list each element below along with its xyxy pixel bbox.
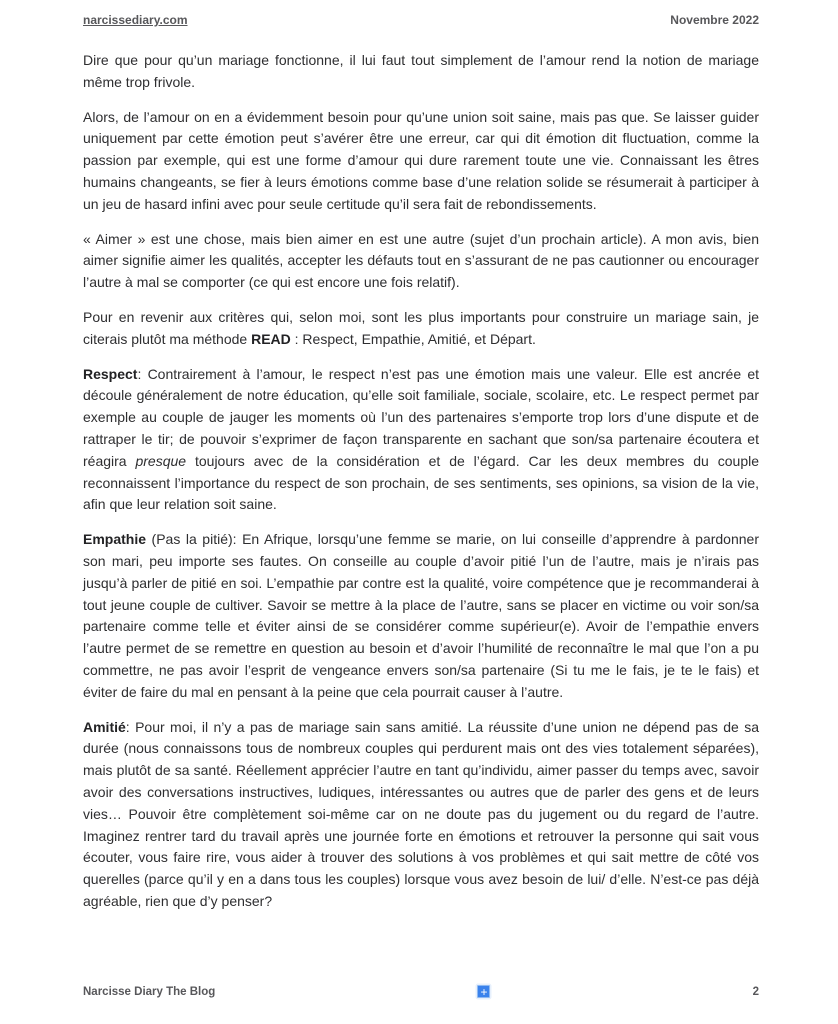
paragraph-text: Alors, de l’amour on en a évidemment besoin pour qu’une union soit saine, mais pas que. Se laisser guider uniquement par cette émotion peut s’avérer être une erreur, car qui dit émotion dit fluctuation, comme la passion par exemple, qui est une forme d’amour qui dure rarement toute une vie. Connaissant les êtres humains changeants, se fier à leurs émotions comme base d’une relation solide se résumerait à participer à un jeu de hasard infini avec pour seule certitude qu’il sera fait de rebondissements. (83, 108, 759, 212)
paragraph-text: : Respect, Empathie, Amitié, et Départ. (290, 330, 536, 347)
presque-emphasis: presque (135, 452, 187, 469)
paragraph-text: (Pas la pitié): En Afrique, lorsqu’une femme se marie, on lui conseille d’apprendre à pardonner son mari, peu importe ses fautes. On conseille au couple d’avoir pitié l’un de l’autre, mais je n’irais pas jusqu’à parler de pitié en soi. L’empathie par contre est la qualité, voire compétence que je recommanderai à tout jeune couple de cultiver. Savoir se mettre à la place de l’autre, sans se placer en victime ou voir son/sa partenaire comme telle et éviter ainsi de se considérer comme supérieur(e). Avoir de l’empathie envers l’autre permet de se remettre en question au besoin et d’avoir l’humilité de reconnaître le mal que l’on a pu commettre, ne pas avoir l’esprit de vengeance envers son/sa partenaire (Si tu me le fais, je te le fais) et éviter de faire du mal en pensant à la peine que cela pourrait causer à l’autre. (83, 531, 759, 700)
paragraph-text: toujours avec de la considération et de l’égard. Car les deux membres du couple reconnaissent l’importance du respect de son prochain, de ses sentiments, ses opinions, sa vision de la vie, afin que leur relation soit saine. (83, 452, 759, 513)
article-body (83, 50, 759, 926)
paragraph-text: Dire que pour qu’un mariage fonctionne, il lui faut tout simplement de l’amour rend la notion de mariage même trop frivole. (83, 52, 759, 90)
paragraph-methode-read (83, 307, 759, 351)
paragraph-text: : Contrairement à l’amour, le respect n’est pas une émotion mais une valeur. Elle est ancrée et découle généralement de notre éducation, qu’elle soit familiale, sociale, scolaire, etc. Le respect permet par exemple au couple de jauger les moments où l’un des partenaires s’emporte trop lors d’une dispute et de rattraper le tir; de pouvoir s’exprimer de façon transparente en sachant que son/sa partenaire écoutera et réagira (83, 365, 759, 469)
page-footer (83, 985, 759, 998)
paragraph-bien-aimer (83, 229, 759, 294)
paragraph-text: Pour en revenir aux critères qui, selon moi, sont les plus importants pour construire un mariage sain, je citerais plutôt ma méthode (83, 308, 759, 347)
paragraph-amitie (83, 717, 759, 913)
paragraph-intro (83, 50, 759, 94)
empathie-lead: Empathie (83, 531, 147, 548)
plus-icon[interactable]: + (477, 985, 490, 998)
amitie-lead: Amitié (83, 718, 126, 735)
header-date: Novembre 2022 (670, 13, 759, 27)
paragraph-empathie (83, 529, 759, 703)
paragraph-respect (83, 364, 759, 517)
paragraph-text: : Pour moi, il n’y a pas de mariage sain sans amitié. La réussite d’une union ne dépend pas de sa durée (nous connaissons tous de nombreux couples qui perdurent mais ont des vies totalement séparées), mais plutôt de sa santé. Réellement apprécier l’autre en tant qu’individu, aimer passer du temps avec, savoir avoir des conversations instructives, ludiques, intéressantes ou autres que de parler des gens et de leurs vies… Pouvoir être complètement soi-même car on ne doute pas du jugement ou du regard de l’autre. Imaginez rentrer tard du travail après une journée forte en émotions et retrouver la personne qui sait vous écouter, vous faire rire, vous aider à trouver des solutions à vos problèmes et qui sait mettre de côté vos querelles (parce qu’il y en a dans tous les couples) lorsque vous avez besoin de lui/ d’elle. N’est-ce pas déjà agréable, rien que d’y penser? (83, 718, 759, 909)
respect-lead: Respect (83, 365, 138, 382)
paragraph-amour (83, 107, 759, 216)
read-acronym: READ (251, 330, 291, 347)
footer-blog-name: Narcisse Diary The Blog (83, 985, 216, 998)
page-header (83, 13, 759, 27)
page-number: 2 (752, 985, 759, 998)
site-link[interactable]: narcissediary.com (83, 13, 188, 27)
paragraph-text: « Aimer » est une chose, mais bien aimer en est une autre (sujet d’un prochain article). A mon avis, bien aimer signifie aimer les qualités, accepter les défauts tout en s’assurant de ne pas cautionner ou encourager l’autre à mal se comporter (ce qui est encore une fois relatif). (83, 230, 759, 291)
